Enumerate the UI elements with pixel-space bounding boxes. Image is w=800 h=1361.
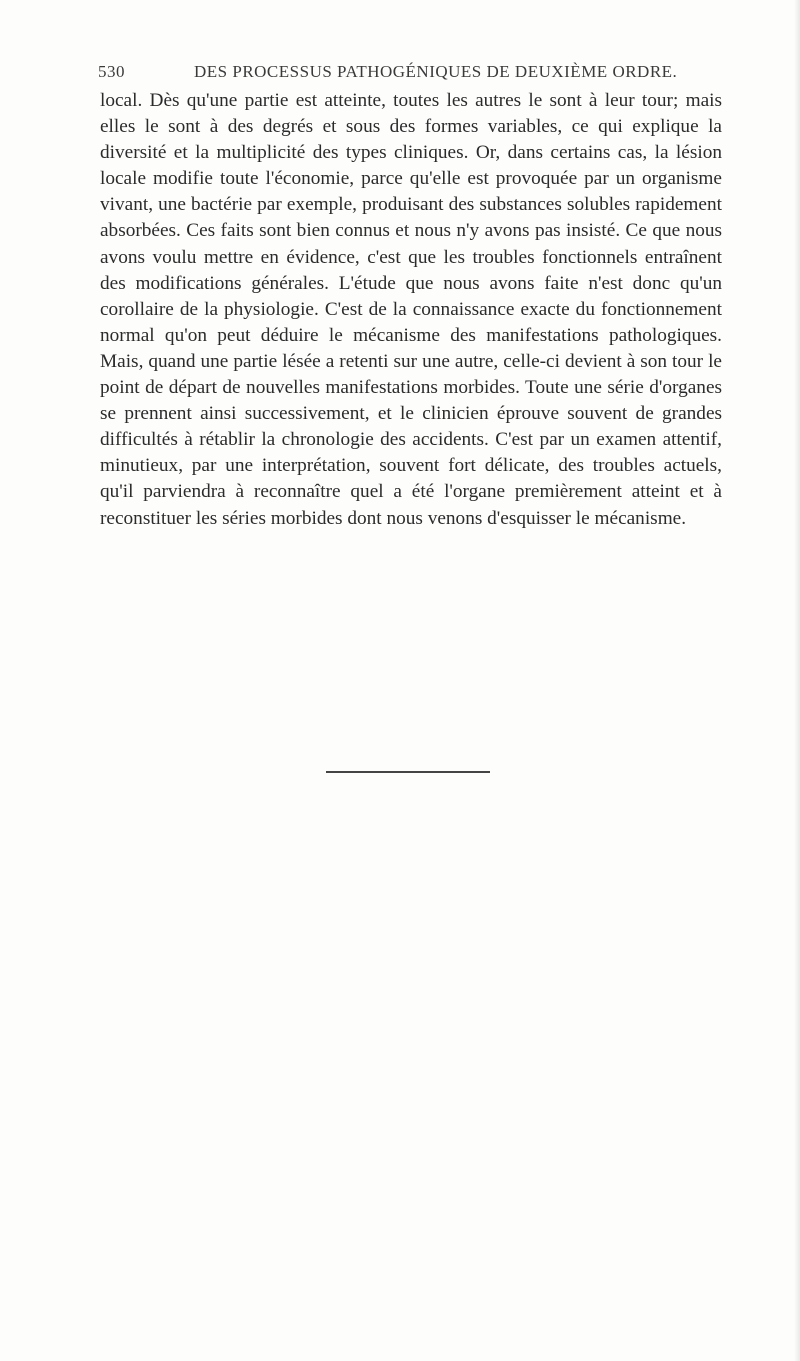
running-title: DES PROCESSUS PATHOGÉNIQUES DE DEUXIÈME ORDRE. xyxy=(194,62,678,81)
page-number: 530 xyxy=(98,62,125,81)
running-head xyxy=(98,62,714,84)
end-rule xyxy=(326,771,490,773)
body-text xyxy=(100,88,722,532)
paragraph: local. Dès qu'une partie est atteinte, toutes les autres le sont à leur tour; mais elles le sont à des degrés et sous des formes variables, ce qui explique la diversité et la multiplicité des types cliniques. Or, dans certains cas, la lésion locale modifie toute l'économie, parce qu'elle est provoquée par un organisme vivant, une bactérie par exemple, produisant des substances solubles rapidement absorbées. Ces faits sont bien connus et nous n'y avons pas insisté. Ce que nous avons voulu mettre en évidence, c'est que les troubles fonctionnels entraînent des modifications générales. L'étude que nous avons faite n'est donc qu'un corollaire de la physiologie. C'est de la connaissance exacte du fonctionnement normal qu'on peut déduire le mécanisme des manifestations pathologiques. Mais, quand une partie lésée a retenti sur une autre, celle-ci devient à son tour le point de départ de nouvelles manifestations morbides. Toute une série d'organes se prennent ainsi successivement, et le clinicien éprouve souvent de grandes difficultés à rétablir la chronologie des accidents. C'est par un examen attentif, minutieux, par une interprétation, souvent fort délicate, des troubles actuels, qu'il parviendra à reconnaître quel a été l'organe premièrement atteint et à reconstituer les séries morbides dont nous venons d'esquisser le mécanisme. xyxy=(100,90,722,529)
page-edge-shadow xyxy=(794,0,800,1361)
